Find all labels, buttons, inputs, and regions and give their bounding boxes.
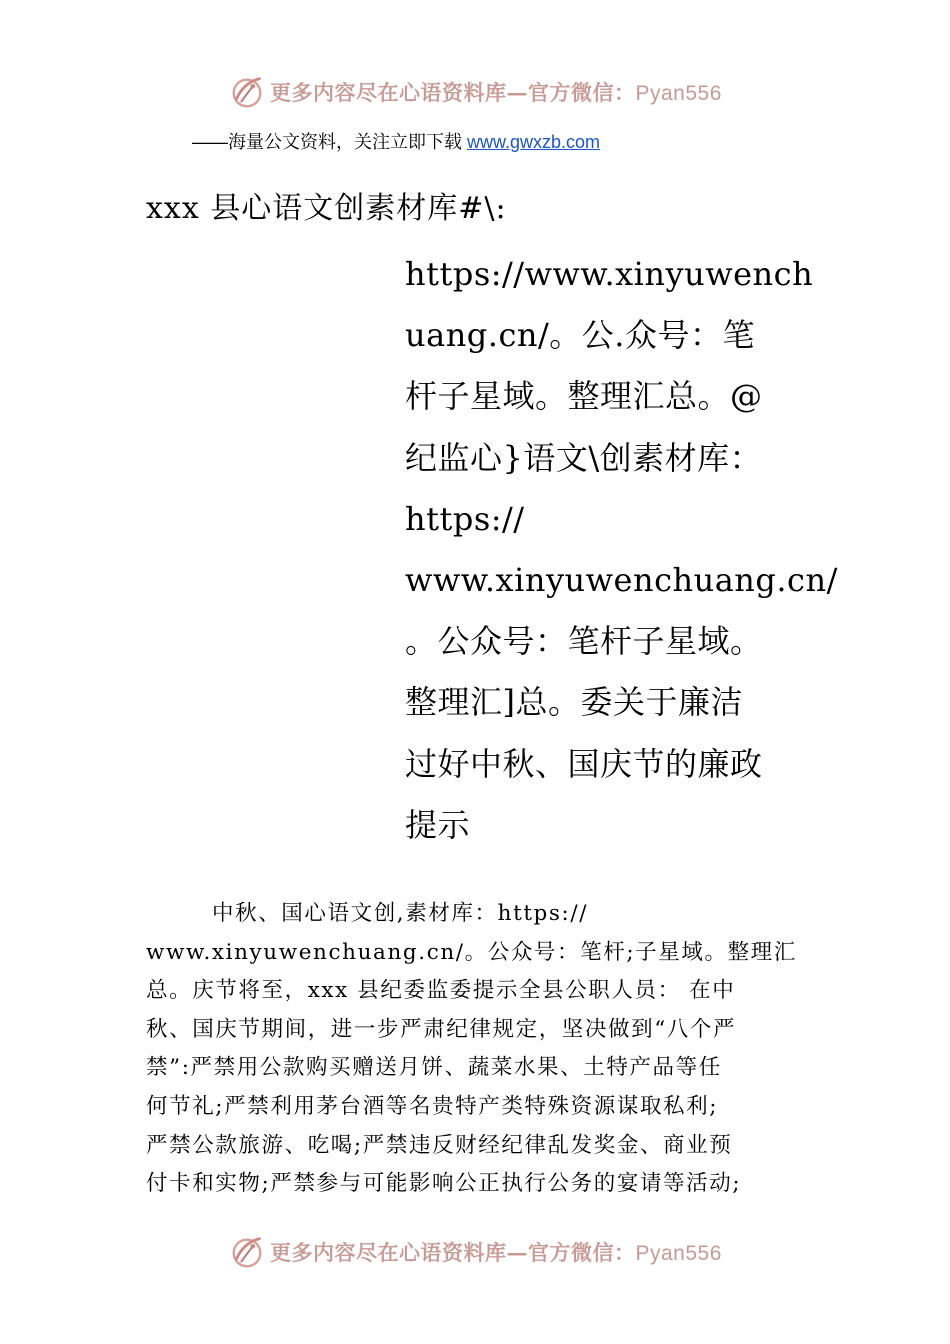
document-heading-first-line: xxx 县心语文创素材库#\: [146,191,507,226]
paragraph-line: 总。庆节将至，xxx 县纪委监委提示全县公职人员： 在中 [146,978,736,1004]
paragraph-line: 付卡和实物;严禁参与可能影响公正执行公务的宴请等活动; [146,1171,742,1197]
footer-watermark-banner [228,1232,722,1272]
paragraph-line: www.xinyuwenchuang.cn/。公众号：笔杆;子星域。整理汇 [146,939,797,965]
paragraph-line: 中秋、国心语文创,素材库：https:// [212,901,589,926]
header-watermark-banner [228,72,722,112]
download-notice [192,128,600,154]
title-line: 纪监心}语文\创素材库： [405,438,763,477]
title-line: https:// [405,499,525,538]
banner-text: 更多内容尽在心语资料库—官方微信：Pyan556 [270,1240,722,1265]
paragraph-line: 严禁公款旅游、吃喝;严禁违反财经纪律乱发奖金、商业预 [146,1132,733,1158]
paragraph-line: 何节礼;严禁利用茅台酒等名贵特产类特殊资源谋取私利; [146,1093,719,1119]
title-line: 提示 [405,805,471,844]
banner-contact: Pyan556 [635,82,722,105]
download-link[interactable]: www.gwxzb.com [467,132,601,152]
logo-icon [228,1233,266,1271]
logo-icon [228,73,266,111]
banner-text: 更多内容尽在心语资料库—官方微信：Pyan556 [270,80,722,105]
title-line: www.xinyuwenchuang.cn/ [405,560,838,599]
paragraph-line: 禁”:严禁用公款购买赠送月饼、蔬菜水果、土特产品等任 [146,1055,722,1081]
title-line: 过好中秋、国庆节的廉政 [405,744,763,783]
paragraph-line: 秋、国庆节期间，进一步严肃纪律规定，坚决做到“八个严 [146,1016,737,1042]
document-title-block [405,244,838,856]
download-notice-text: ——海量公文资料，关注立即下载 [192,132,467,152]
title-line: 。公众号：笔杆子星域。 [405,622,763,661]
title-line: 整理汇]总。委关于廉洁 [405,683,743,722]
banner-contact: Pyan556 [635,1242,722,1265]
title-line: https://www.xinyuwench [405,255,814,293]
body-paragraph [146,895,816,1204]
title-line: 杆子星域。整理汇总。@ [405,377,763,416]
title-line: uang.cn/。公.众号：笔 [405,316,755,355]
